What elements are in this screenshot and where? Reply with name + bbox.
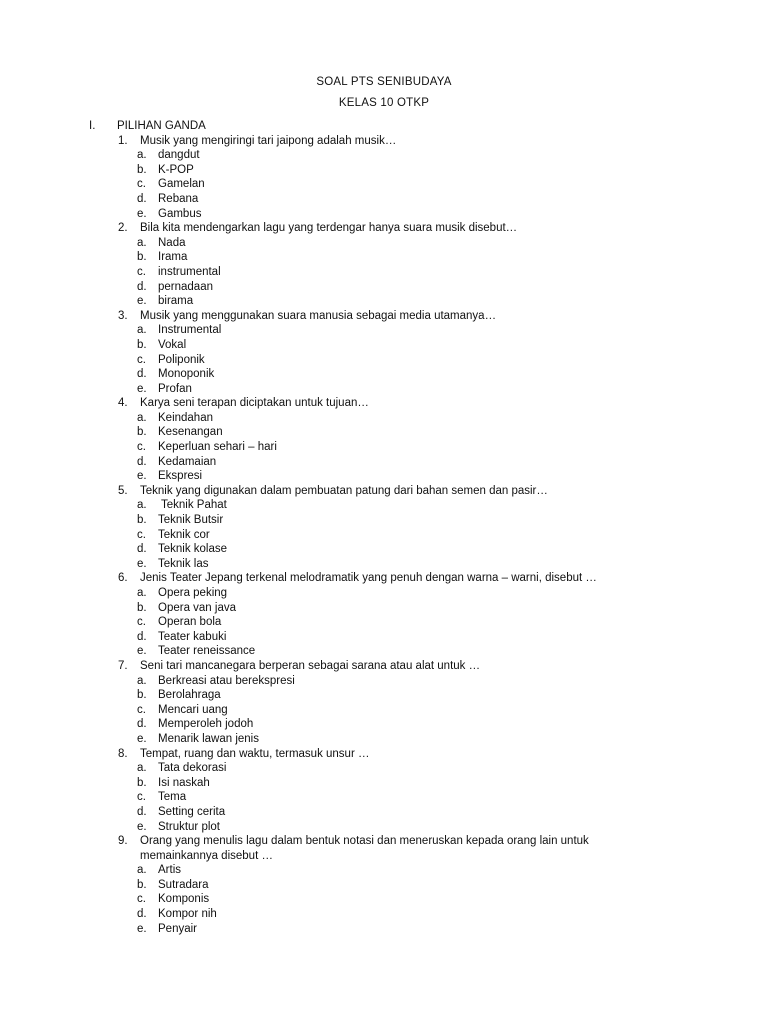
option-list: [89, 674, 709, 747]
answer-option: [89, 425, 709, 440]
option-letter: c.: [137, 791, 146, 804]
question-item: [89, 659, 709, 747]
option-text: Memperoleh jodoh: [158, 718, 254, 731]
option-letter: a.: [137, 149, 147, 162]
answer-option: [89, 892, 709, 907]
option-text: Vokal: [158, 338, 187, 351]
option-list: [89, 761, 709, 834]
answer-option: [89, 294, 709, 309]
option-text: Operan bola: [158, 616, 222, 629]
section-heading: PILIHAN GANDA: [117, 120, 206, 132]
answer-option: [89, 440, 709, 455]
question-number: 9.: [118, 835, 128, 848]
option-letter: e.: [137, 922, 147, 935]
option-letter: c.: [137, 441, 146, 454]
answer-option: [89, 717, 709, 732]
answer-option: [89, 542, 709, 557]
option-letter: a.: [137, 587, 147, 599]
option-text: Sutradara: [158, 878, 209, 891]
answer-option: [89, 250, 709, 265]
answer-option: [89, 528, 709, 543]
option-letter: b.: [137, 426, 147, 439]
question-number: 6.: [118, 572, 128, 585]
option-letter: c.: [137, 893, 146, 906]
answer-option: [89, 820, 709, 835]
answer-option: [89, 265, 709, 280]
option-text: Berolahraga: [158, 689, 221, 702]
option-letter: b.: [137, 251, 147, 264]
option-text: Gambus: [158, 207, 202, 220]
option-letter: a.: [137, 864, 147, 877]
question-text: Karya seni terapan diciptakan untuk tujuan…: [140, 397, 369, 410]
question-text: Musik yang menggunakan suara manusia sebagai media utamanya…: [140, 309, 497, 322]
question-item: [89, 221, 709, 309]
option-letter: a.: [137, 236, 147, 249]
option-letter: d.: [137, 455, 147, 468]
option-text: Penyair: [158, 922, 197, 935]
option-letter: c.: [137, 616, 146, 629]
option-text: birama: [158, 295, 194, 308]
option-letter: b.: [137, 163, 147, 176]
question-number: 8.: [118, 747, 128, 760]
answer-option: [89, 280, 709, 295]
question-item: [89, 484, 709, 572]
option-text: Berkreasi atau berekspresi: [158, 674, 295, 687]
question-text: Seni tari mancanegara berperan sebagai sarana atau alat untuk …: [140, 659, 481, 672]
question-number: 5.: [118, 484, 128, 497]
option-letter: b.: [137, 878, 147, 891]
answer-option: [89, 338, 709, 353]
answer-option: [89, 878, 709, 893]
option-letter: d.: [137, 192, 147, 205]
option-letter: b.: [137, 776, 147, 789]
option-list: [89, 148, 709, 221]
option-text: Rebana: [158, 192, 199, 205]
option-letter: d.: [137, 908, 147, 921]
answer-option: [89, 192, 709, 207]
option-list: [89, 586, 709, 659]
answer-option: [89, 863, 709, 878]
answer-option: [89, 498, 709, 513]
option-letter: d.: [137, 543, 147, 556]
question-number: 1.: [118, 134, 128, 147]
option-text: Teknik Butsir: [158, 514, 224, 527]
answer-option: [89, 455, 709, 470]
option-text: Teknik kolase: [158, 543, 228, 556]
option-letter: b.: [137, 514, 147, 527]
option-text: Mencari uang: [158, 703, 228, 716]
option-text: Setting cerita: [158, 805, 226, 818]
option-list: [89, 411, 709, 484]
question-item: [89, 571, 709, 659]
option-letter: e.: [137, 382, 147, 395]
question-number: 2.: [118, 222, 128, 235]
option-text: Tema: [158, 791, 187, 804]
option-text: Gamelan: [158, 178, 205, 191]
option-text: Komponis: [158, 893, 210, 906]
option-text: Kesenangan: [158, 426, 223, 439]
answer-option: [89, 907, 709, 922]
option-text: dangdut: [158, 149, 200, 162]
option-letter: a.: [137, 324, 147, 337]
option-text: Isi naskah: [158, 776, 210, 789]
option-letter: d.: [137, 368, 147, 381]
answer-option: [89, 353, 709, 368]
answer-option: [89, 732, 709, 747]
answer-option: [89, 367, 709, 382]
answer-option: [89, 163, 709, 178]
option-list: [89, 236, 709, 309]
option-letter: a.: [137, 674, 147, 687]
answer-option: [89, 922, 709, 937]
answer-option: [89, 630, 709, 645]
option-text: Teater kabuki: [158, 630, 227, 643]
option-letter: c.: [137, 353, 146, 366]
question-number: 7.: [118, 659, 128, 672]
option-letter: e.: [137, 732, 147, 745]
option-letter: b.: [137, 689, 147, 702]
document-subtitle: KELAS 10 OTKP: [338, 97, 430, 109]
question-text: Orang yang menulis lagu dalam bentuk notasi dan meneruskan kepada orang lain untuk memainkannya disebut …: [140, 835, 589, 862]
option-text: Kompor nih: [158, 908, 217, 921]
option-text: Monoponik: [158, 368, 215, 381]
option-list: [89, 498, 709, 571]
answer-option: [89, 601, 709, 616]
option-text: instrumental: [158, 265, 221, 278]
question-list: [89, 134, 709, 937]
option-letter: e.: [137, 557, 147, 570]
option-text: Opera van java: [158, 601, 236, 614]
option-text: Teknik Pahat: [158, 499, 227, 512]
answer-option: [89, 644, 709, 659]
question-item: [89, 747, 709, 835]
option-letter: a.: [137, 499, 147, 512]
answer-option: [89, 469, 709, 484]
option-letter: e.: [137, 820, 147, 833]
answer-option: [89, 323, 709, 338]
answer-option: [89, 805, 709, 820]
question-item: [89, 309, 709, 397]
option-text: Teknik cor: [158, 528, 210, 541]
option-text: Artis: [158, 864, 181, 877]
option-text: Nada: [158, 236, 186, 249]
question-text: Bila kita mendengarkan lagu yang terdengar hanya suara musik disebut…: [140, 222, 518, 235]
option-text: Menarik lawan jenis: [158, 732, 259, 745]
option-text: Keindahan: [158, 411, 213, 424]
option-letter: b.: [137, 338, 147, 351]
option-letter: a.: [137, 762, 147, 775]
section-number: I.: [89, 120, 96, 132]
answer-option: [89, 703, 709, 718]
option-letter: c.: [137, 703, 146, 716]
option-letter: d.: [137, 280, 147, 293]
question-item: [89, 396, 709, 484]
option-letter: d.: [137, 805, 147, 818]
answer-option: [89, 674, 709, 689]
answer-option: [89, 790, 709, 805]
answer-option: [89, 207, 709, 222]
answer-option: [89, 615, 709, 630]
option-list: [89, 863, 709, 936]
answer-option: [89, 236, 709, 251]
answer-option: [89, 177, 709, 192]
answer-option: [89, 557, 709, 572]
answer-option: [89, 411, 709, 426]
option-text: Keperluan sehari – hari: [158, 441, 277, 454]
option-text: Struktur plot: [158, 820, 220, 833]
option-letter: e.: [137, 207, 147, 220]
option-letter: d.: [137, 718, 147, 731]
option-letter: e.: [137, 645, 147, 658]
document-title: SOAL PTS SENIBUDAYA: [316, 76, 452, 88]
option-text: Opera peking: [158, 587, 228, 599]
answer-option: [89, 586, 709, 601]
option-text: K-POP: [158, 163, 194, 176]
option-text: Instrumental: [158, 324, 222, 337]
option-text: Profan: [158, 382, 192, 395]
option-letter: e.: [137, 470, 147, 483]
option-letter: c.: [137, 528, 146, 541]
answer-option: [89, 761, 709, 776]
option-text: Irama: [158, 251, 188, 264]
answer-option: [89, 148, 709, 163]
question-item: [89, 134, 709, 222]
option-text: Tata dekorasi: [158, 762, 227, 775]
option-letter: a.: [137, 411, 147, 424]
option-text: Teknik las: [158, 557, 209, 570]
option-letter: b.: [137, 601, 147, 614]
option-text: Poliponik: [158, 353, 205, 366]
option-text: Ekspresi: [158, 470, 203, 483]
option-text: Kedamaian: [158, 455, 217, 468]
option-letter: c.: [137, 178, 146, 191]
question-text: Teknik yang digunakan dalam pembuatan patung dari bahan semen dan pasir…: [140, 484, 548, 497]
answer-option: [89, 382, 709, 397]
question-text: Musik yang mengiringi tari jaipong adalah musik…: [140, 134, 397, 147]
question-text: Jenis Teater Jepang terkenal melodramatik yang penuh dengan warna – warni, disebut …: [140, 572, 597, 585]
option-letter: d.: [137, 630, 147, 643]
question-number: 3.: [118, 309, 128, 322]
option-list: [89, 323, 709, 396]
answer-option: [89, 513, 709, 528]
option-letter: c.: [137, 265, 146, 278]
answer-option: [89, 688, 709, 703]
option-text: Teater reneissance: [158, 645, 256, 658]
option-text: pernadaan: [158, 280, 213, 293]
question-item: [89, 834, 709, 936]
question-number: 4.: [118, 397, 128, 410]
answer-option: [89, 776, 709, 791]
option-letter: e.: [137, 295, 147, 308]
question-text: Tempat, ruang dan waktu, termasuk unsur …: [140, 747, 370, 760]
